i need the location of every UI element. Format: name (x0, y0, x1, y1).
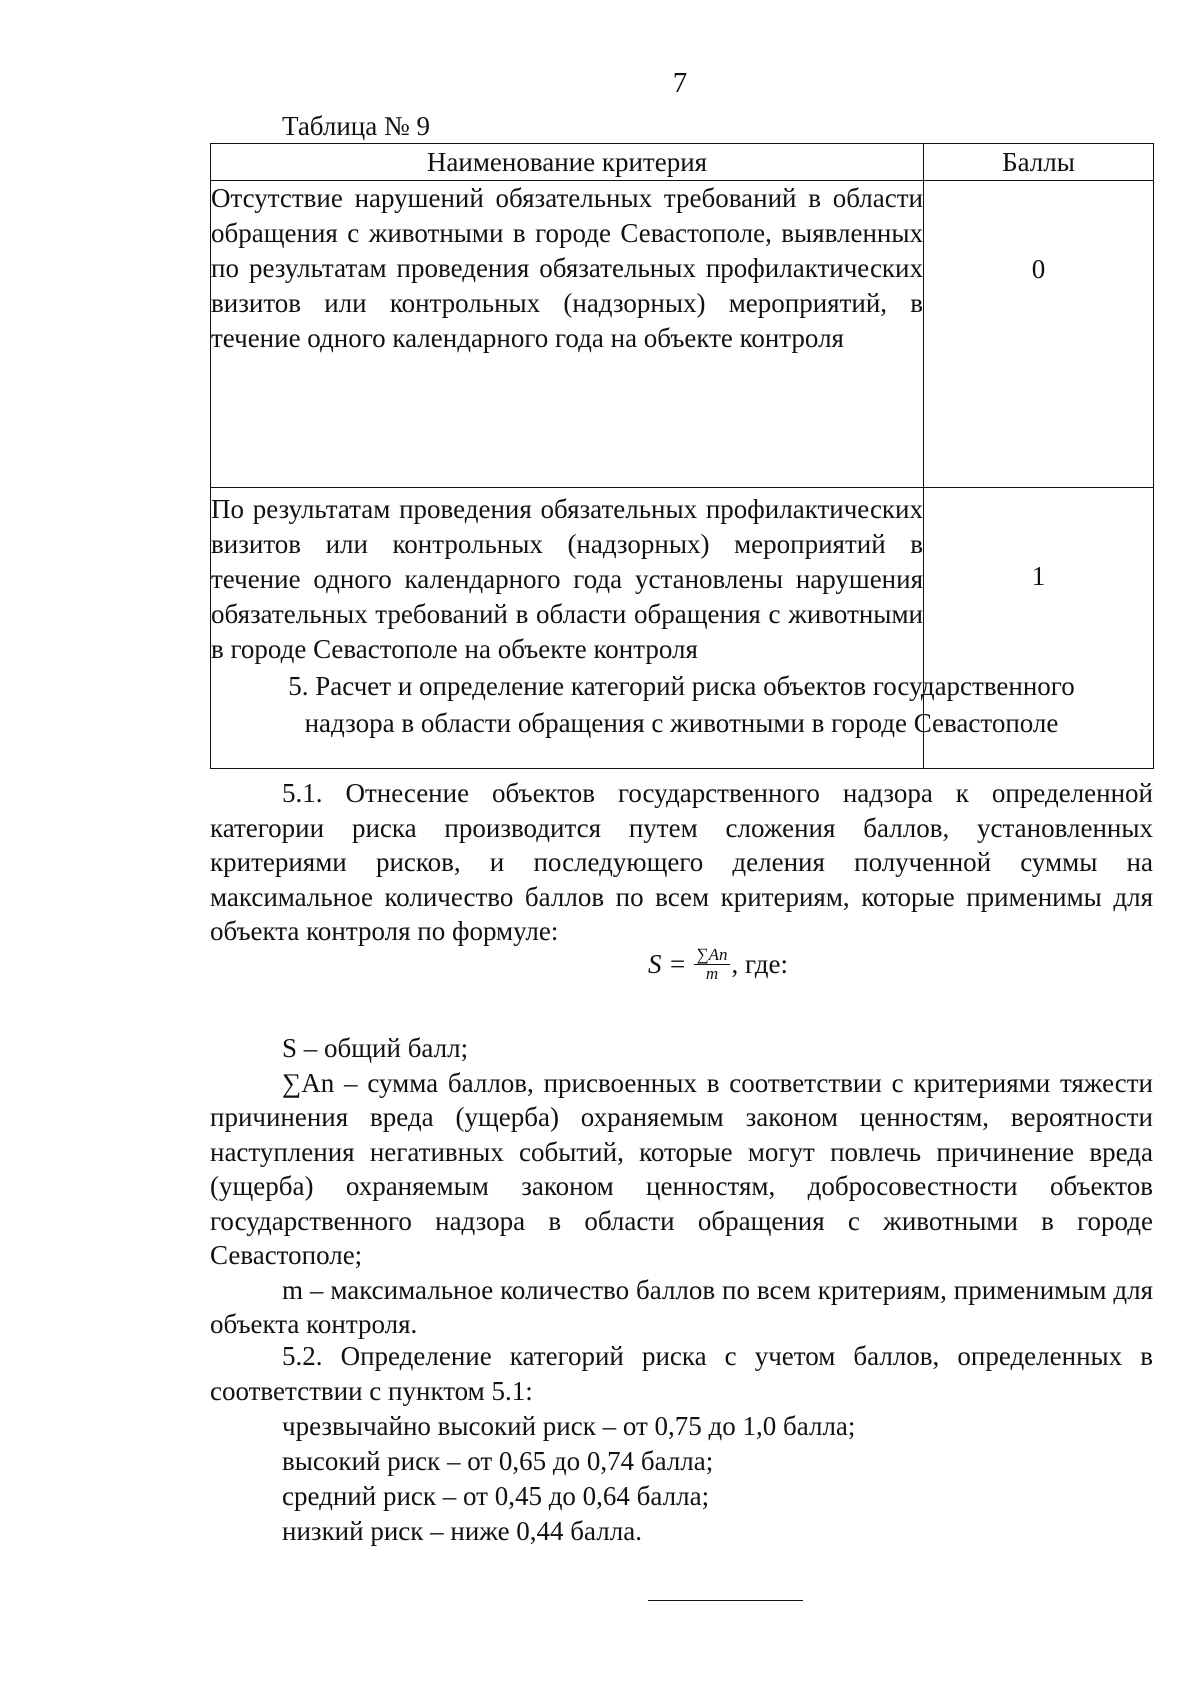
section-heading (210, 668, 1153, 742)
criterion-cell: По результатам проведения обязательных профилактических визитов или контрольных (надзорных) мероприятий в течение одного календарного года установлены нарушения обязательных требований в области обращения с животными в городе Севастополе на объекте контроля (211, 488, 924, 769)
list-item: низкий риск – ниже 0,44 балла. (282, 1516, 642, 1546)
definition-m: m – максимальное количество баллов по всем критериям, применимым для объекта контроля. (210, 1274, 1153, 1339)
column-header-score: Баллы (924, 144, 1154, 181)
paragraph-5-1: 5.1. Отнесение объектов государственного надзора к определенной категории риска производится путем сложения баллов, установленных критериями рисков, и последующего деления полученной суммы на максимальное количество баллов по всем критериям, которые применимы для объекта контроля по формуле: (210, 778, 1153, 946)
formula-fraction (694, 946, 729, 983)
end-divider (648, 1600, 803, 1601)
table-header-row (211, 144, 1154, 181)
definition-sum-an: ∑An – сумма баллов, присвоенных в соответствии с критериями тяжести причинения вреда (ущерба) охраняемым законом ценностям, вероятности наступления негативных событий, которые могут повлечь причинение вреда (ущерба) охраняемым законом ценностям, добросовестности объектов государственного надзора в области обращения с животными в городе Севастополе; (210, 1067, 1153, 1270)
risk-formula (648, 946, 788, 983)
formula-numerator: ∑An (696, 945, 728, 964)
list-item: средний риск – от 0,45 до 0,64 балла; (282, 1481, 710, 1511)
definition-s: S – общий балл; (282, 1033, 469, 1063)
score-cell: 1 (924, 488, 1154, 769)
formula-definitions (210, 1031, 1153, 1342)
paragraph-5-2 (210, 1339, 1153, 1408)
formula-denominator: m (705, 964, 719, 983)
table-row (211, 181, 1154, 488)
section-heading-line-2: надзора в области обращения с животными в городе Севастополе (304, 708, 1059, 738)
list-item: высокий риск – от 0,65 до 0,74 балла; (282, 1446, 714, 1476)
formula-suffix: , где: (731, 949, 788, 979)
paragraph-5-2-text: 5.2. Определение категорий риска с учетом баллов, определенных в соответствии с пунктом 5.1: (210, 1341, 1153, 1406)
risk-level-list (282, 1409, 855, 1549)
section-heading-line-1: 5. Расчет и определение категорий риска объектов государственного (288, 671, 1075, 701)
table-title: Таблица № 9 (282, 111, 430, 141)
list-item: чрезвычайно высокий риск – от 0,75 до 1,0 балла; (282, 1411, 856, 1441)
formula-lhs: S = (648, 949, 687, 979)
criterion-cell: Отсутствие нарушений обязательных требований в области обращения с животными в городе Севастополе, выявленных по результатам проведения обязательных профилактических визитов или контрольных (надзорных) мероприятий, в течение одного календарного года на объекте контроля (211, 181, 924, 488)
column-header-criterion: Наименование критерия (211, 144, 924, 181)
score-cell: 0 (924, 181, 1154, 488)
page-number: 7 (672, 67, 688, 99)
